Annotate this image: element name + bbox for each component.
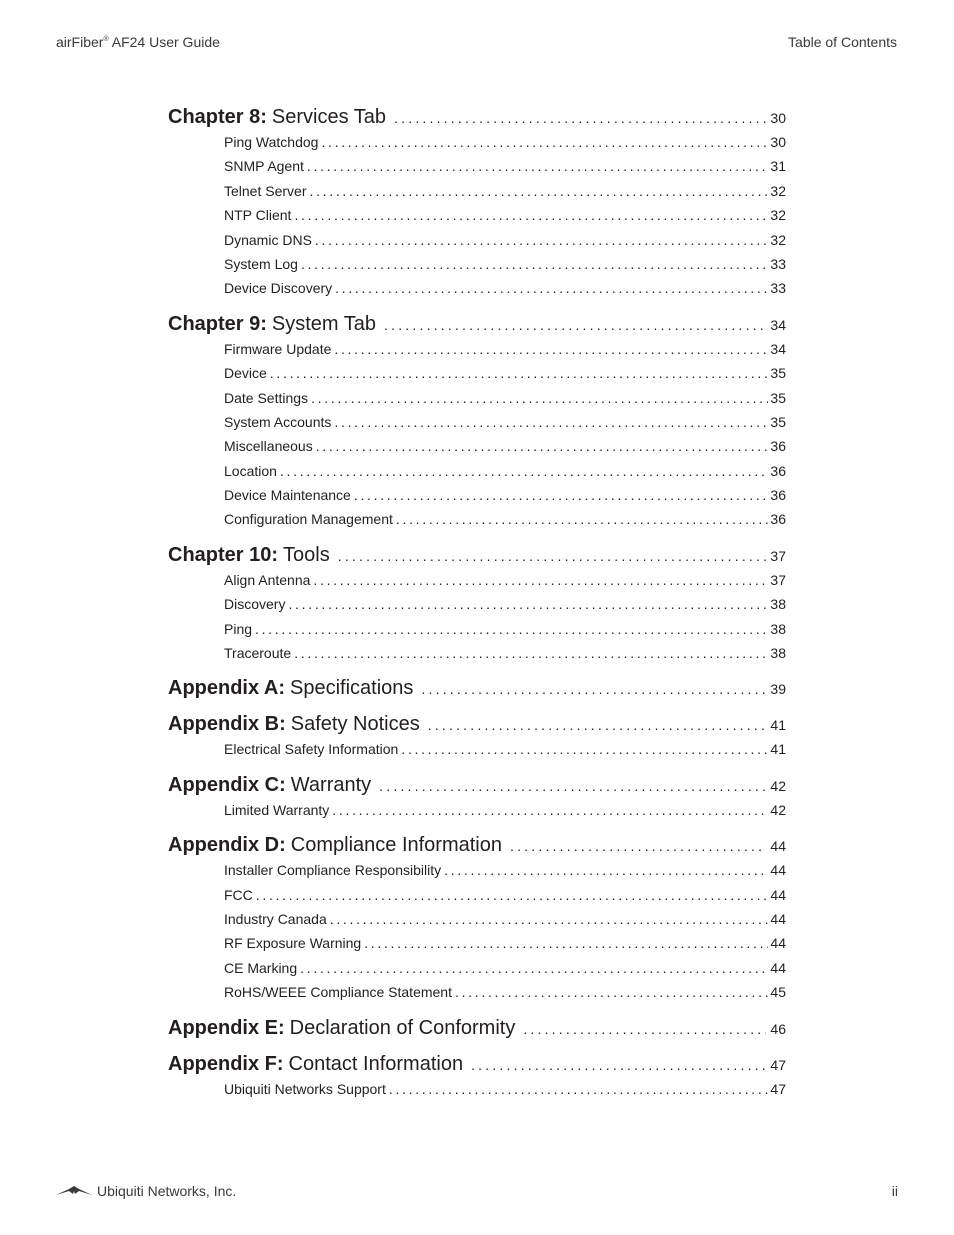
- toc-section-entry[interactable]: [224, 741, 786, 765]
- section-title: Miscellaneous: [224, 438, 313, 455]
- chapter-label: Chapter 10:: [168, 543, 279, 566]
- section-title: Traceroute: [224, 645, 292, 662]
- toc-chapter-entry[interactable]: [168, 677, 786, 705]
- toc-chapter-entry[interactable]: [168, 544, 786, 572]
- section-page-number: 32: [770, 231, 786, 248]
- dot-leader: [444, 862, 768, 878]
- toc-chapter-entry[interactable]: [168, 313, 786, 341]
- toc-section-entry[interactable]: [224, 621, 786, 645]
- chapter-page-number: 37: [770, 547, 786, 564]
- page-number: ii: [891, 1183, 898, 1199]
- section-page-number: 47: [770, 1080, 786, 1097]
- toc-section-entry[interactable]: [224, 862, 786, 886]
- chapter-page-number: 39: [770, 681, 786, 698]
- dot-leader: [294, 207, 768, 223]
- toc-section-entry[interactable]: [224, 134, 786, 158]
- dot-leader: [313, 572, 768, 588]
- toc-section-entry[interactable]: [224, 463, 786, 487]
- chapter-page-number: 44: [770, 838, 786, 855]
- toc-section-entry[interactable]: [224, 207, 786, 231]
- dot-leader: [334, 341, 768, 357]
- section-title: Installer Compliance Responsibility: [224, 862, 442, 879]
- chapter-page-number: 34: [770, 316, 786, 333]
- section-title: Ping: [224, 620, 253, 637]
- toc-section-entry[interactable]: [224, 414, 786, 438]
- section-title: Dynamic DNS: [224, 231, 312, 248]
- chapter-label: Appendix B:: [168, 713, 286, 736]
- section-title: Industry Canada: [224, 910, 327, 927]
- toc-chapter-entry[interactable]: [168, 106, 786, 134]
- dot-leader: [309, 183, 768, 199]
- section-title: System Log: [224, 255, 298, 272]
- section-title: Configuration Management: [224, 511, 393, 528]
- section-title: Electrical Safety Information: [224, 741, 399, 758]
- section-title: FCC: [224, 886, 253, 903]
- section-page-number: 36: [770, 438, 786, 455]
- chapter-title: Declaration of Conformity: [289, 1016, 516, 1039]
- toc-section-entry[interactable]: [224, 487, 786, 511]
- toc-chapter-entry[interactable]: [168, 834, 786, 862]
- toc-section-entry[interactable]: [224, 511, 786, 535]
- section-page-number: 35: [770, 365, 786, 382]
- section-page-number: 42: [770, 801, 786, 818]
- running-header-title: [56, 34, 220, 50]
- dot-leader: [401, 741, 768, 757]
- dot-leader: [421, 681, 766, 697]
- section-title: Firmware Update: [224, 340, 332, 357]
- dot-leader: [256, 887, 769, 903]
- footer-company: [55, 1183, 236, 1199]
- section-page-number: 41: [770, 741, 786, 758]
- dot-leader: [307, 158, 769, 174]
- chapter-label: Appendix F:: [168, 1052, 284, 1075]
- toc-section-entry[interactable]: [224, 596, 786, 620]
- dot-leader: [338, 548, 767, 564]
- dot-leader: [334, 414, 768, 430]
- dot-leader: [471, 1057, 766, 1073]
- toc-section-entry[interactable]: [224, 341, 786, 365]
- chapter-title: Specifications: [290, 677, 414, 700]
- ubiquiti-logo-icon: [55, 1185, 93, 1197]
- toc-chapter-entry[interactable]: [168, 1017, 786, 1045]
- dot-leader: [321, 134, 768, 150]
- section-page-number: 30: [770, 134, 786, 150]
- chapter-title: Compliance Information: [290, 834, 502, 857]
- toc-section-entry[interactable]: [224, 280, 786, 304]
- dot-leader: [394, 110, 766, 126]
- section-title: System Accounts: [224, 413, 332, 430]
- section-page-number: 45: [770, 984, 786, 1001]
- dot-leader: [389, 1081, 769, 1097]
- chapter-label: Appendix A:: [168, 677, 286, 700]
- section-page-number: 36: [770, 462, 786, 479]
- section-page-number: 32: [770, 182, 786, 199]
- chapter-page-number: 30: [770, 110, 786, 126]
- toc-section-entry[interactable]: [224, 256, 786, 280]
- dot-leader: [315, 232, 769, 248]
- toc-chapter-entry[interactable]: [168, 774, 786, 802]
- chapter-title: Safety Notices: [290, 713, 420, 736]
- chapter-page-number: 47: [770, 1056, 786, 1073]
- section-page-number: 44: [770, 959, 786, 976]
- chapter-title: Contact Information: [288, 1052, 464, 1075]
- dot-leader: [384, 317, 766, 333]
- chapter-page-number: 41: [770, 717, 786, 734]
- dot-leader: [301, 256, 768, 272]
- section-title: Telnet Server: [224, 182, 307, 199]
- section-title: Location: [224, 462, 277, 479]
- brand-name: airFiber: [56, 34, 104, 50]
- toc-section-entry[interactable]: [224, 438, 786, 462]
- section-title: NTP Client: [224, 207, 292, 224]
- section-title: Ping Watchdog: [224, 134, 319, 150]
- dot-leader: [280, 463, 768, 479]
- dot-leader: [510, 838, 766, 854]
- dot-leader: [270, 365, 769, 381]
- dot-leader: [311, 390, 768, 406]
- section-title: Ubiquiti Networks Support: [224, 1080, 386, 1097]
- section-title: RF Exposure Warning: [224, 935, 362, 952]
- dot-leader: [288, 596, 768, 612]
- section-page-number: 44: [770, 862, 786, 879]
- section-title: Date Settings: [224, 389, 309, 406]
- toc-section-entry[interactable]: [224, 365, 786, 389]
- toc-chapter-entry[interactable]: [168, 1053, 786, 1081]
- dot-leader: [379, 778, 766, 794]
- dot-leader: [316, 438, 769, 454]
- chapter-title: Tools: [283, 543, 330, 566]
- section-title: Discovery: [224, 596, 286, 613]
- chapter-title: System Tab: [271, 312, 377, 335]
- section-page-number: 31: [770, 158, 786, 175]
- toc-section-entry[interactable]: [224, 645, 786, 669]
- section-page-number: 36: [770, 511, 786, 528]
- section-page-number: 35: [770, 413, 786, 430]
- section-page-number: 37: [770, 571, 786, 588]
- table-of-contents: [168, 106, 786, 1105]
- chapter-label: Chapter 9:: [168, 312, 267, 335]
- section-page-number: 36: [770, 487, 786, 504]
- chapter-title: Warranty: [290, 773, 372, 796]
- section-page-number: 44: [770, 910, 786, 927]
- dot-leader: [428, 717, 767, 733]
- running-header-section: Table of Contents: [788, 34, 897, 50]
- dot-leader: [364, 935, 768, 951]
- section-page-number: 33: [770, 280, 786, 297]
- chapter-title: Services Tab: [271, 106, 387, 128]
- registered-mark: ®: [103, 36, 109, 43]
- section-page-number: 32: [770, 207, 786, 224]
- section-page-number: 38: [770, 645, 786, 662]
- chapter-label: Chapter 8:: [168, 106, 267, 128]
- dot-leader: [300, 960, 768, 976]
- toc-section-entry[interactable]: [224, 887, 786, 911]
- section-title: Device Discovery: [224, 280, 333, 297]
- section-page-number: 33: [770, 255, 786, 272]
- dot-leader: [332, 802, 768, 818]
- section-page-number: 38: [770, 620, 786, 637]
- toc-section-entry[interactable]: [224, 390, 786, 414]
- dot-leader: [396, 511, 769, 527]
- section-page-number: 35: [770, 389, 786, 406]
- dot-leader: [523, 1021, 766, 1037]
- toc-section-entry[interactable]: [224, 984, 786, 1008]
- dot-leader: [330, 911, 769, 927]
- chapter-label: Appendix D:: [168, 834, 286, 857]
- chapter-page-number: 46: [770, 1020, 786, 1037]
- section-title: Align Antenna: [224, 571, 311, 588]
- guide-name: AF24 User Guide: [108, 34, 220, 50]
- toc-section-entry[interactable]: [224, 935, 786, 959]
- toc-chapter-entry[interactable]: [168, 713, 786, 741]
- section-title: Device Maintenance: [224, 487, 351, 504]
- toc-section-entry[interactable]: [224, 1081, 786, 1105]
- dot-leader: [354, 487, 769, 503]
- dot-leader: [255, 621, 768, 637]
- section-title: RoHS/WEEE Compliance Statement: [224, 984, 452, 1001]
- toc-section-entry[interactable]: [224, 158, 786, 182]
- section-page-number: 34: [770, 340, 786, 357]
- toc-section-entry[interactable]: [224, 911, 786, 935]
- chapter-label: Appendix C:: [168, 773, 286, 796]
- dot-leader: [455, 984, 768, 1000]
- dot-leader: [335, 280, 768, 296]
- chapter-label: Appendix E:: [168, 1016, 285, 1039]
- toc-section-entry[interactable]: [224, 802, 786, 826]
- chapter-page-number: 42: [770, 777, 786, 794]
- section-title: CE Marking: [224, 959, 298, 976]
- toc-section-entry[interactable]: [224, 572, 786, 596]
- section-title: SNMP Agent: [224, 158, 304, 175]
- section-page-number: 44: [770, 886, 786, 903]
- company-name: Ubiquiti Networks, Inc.: [97, 1183, 237, 1199]
- section-page-number: 38: [770, 596, 786, 613]
- toc-section-entry[interactable]: [224, 183, 786, 207]
- section-title: Device: [224, 365, 267, 382]
- section-title: Limited Warranty: [224, 801, 330, 818]
- section-page-number: 44: [770, 935, 786, 952]
- toc-section-entry[interactable]: [224, 232, 786, 256]
- toc-section-entry[interactable]: [224, 960, 786, 984]
- dot-leader: [294, 645, 768, 661]
